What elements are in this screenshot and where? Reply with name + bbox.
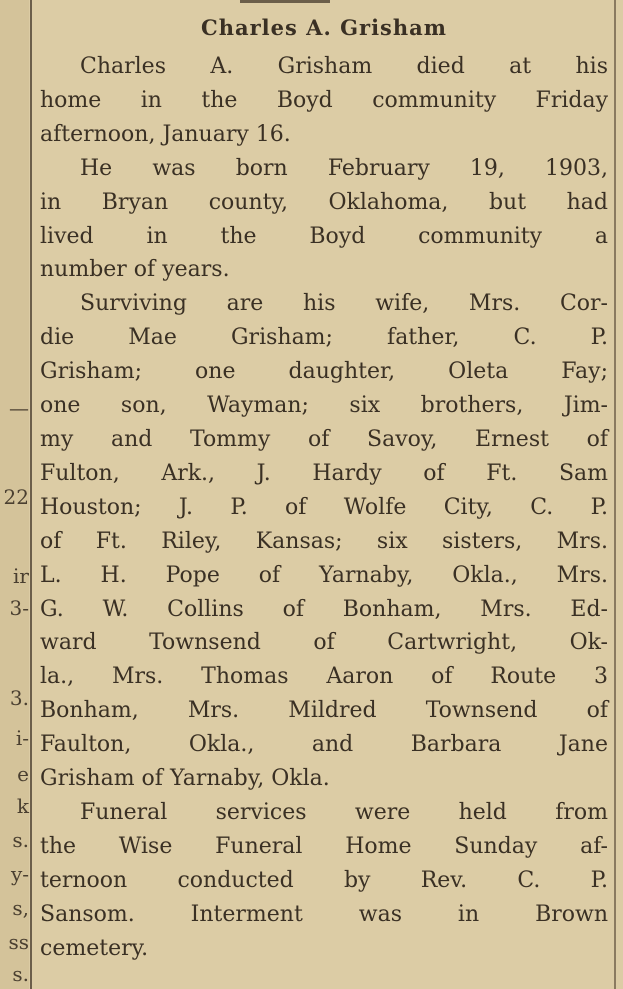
fragment-text: e bbox=[17, 762, 29, 786]
fragment-text: s, bbox=[12, 896, 29, 920]
obituary-article bbox=[40, 14, 608, 965]
headline: Charles A. Grisham bbox=[201, 15, 447, 40]
fragment-text: s. bbox=[12, 962, 29, 986]
text-line: the Wise Funeral Home Sunday af- bbox=[40, 833, 608, 859]
text-line: one son, Wayman; six brothers, Jim- bbox=[40, 393, 608, 419]
text-line: Houston; J. P. of Wolfe City, C. P. bbox=[40, 494, 608, 520]
text-line: number of years. bbox=[40, 257, 230, 283]
text-line: ward Townsend of Cartwright, Ok- bbox=[40, 630, 608, 656]
text-line: Fulton, Ark., J. Hardy of Ft. Sam bbox=[40, 460, 608, 486]
text-line: He was born February 19, 1903, bbox=[80, 155, 608, 181]
fragment-text: i- bbox=[15, 726, 29, 750]
text-line: L. H. Pope of Yarnaby, Okla., Mrs. bbox=[40, 562, 608, 588]
paragraph bbox=[40, 287, 608, 796]
text-line: la., Mrs. Thomas Aaron of Route 3 bbox=[40, 664, 608, 690]
adjacent-column-fragment bbox=[0, 0, 29, 989]
fragment-text: ss bbox=[8, 930, 29, 954]
column-divider bbox=[30, 0, 32, 989]
text-line: G. W. Collins of Bonham, Mrs. Ed- bbox=[40, 596, 608, 622]
column-divider bbox=[614, 0, 616, 989]
text-line: in Bryan county, Oklahoma, but had bbox=[40, 189, 608, 215]
fragment-text: 22 bbox=[3, 485, 29, 509]
text-line: Grisham of Yarnaby, Okla. bbox=[40, 766, 330, 792]
text-line: my and Tommy of Savoy, Ernest of bbox=[40, 426, 608, 452]
text-line: ternoon conducted by Rev. C. P. bbox=[40, 867, 608, 893]
paragraph bbox=[40, 152, 608, 288]
fragment-text: y- bbox=[10, 862, 29, 886]
text-line: cemetery. bbox=[40, 935, 149, 961]
text-line: Surviving are his wife, Mrs. Cor- bbox=[80, 291, 608, 317]
fragment-text: ir bbox=[13, 564, 29, 588]
text-line: Charles A. Grisham died at his bbox=[80, 54, 608, 79]
text-line: of Ft. Riley, Kansas; six sisters, Mrs. bbox=[40, 528, 608, 554]
text-line: afternoon, January 16. bbox=[40, 121, 291, 147]
fragment-text: — bbox=[9, 396, 29, 420]
fragment-text: 3- bbox=[9, 596, 29, 620]
text-line: Grisham; one daughter, Oleta Fay; bbox=[40, 359, 608, 385]
article-body bbox=[40, 50, 608, 965]
fragment-text: s. bbox=[12, 828, 29, 852]
fragment-text: 3. bbox=[9, 686, 29, 710]
text-line: Faulton, Okla., and Barbara Jane bbox=[40, 732, 608, 758]
paragraph bbox=[40, 50, 608, 152]
paragraph bbox=[40, 796, 608, 966]
headline-rule bbox=[240, 0, 330, 3]
text-line: lived in the Boyd community a bbox=[40, 223, 608, 249]
text-line: Sansom. Interment was in Brown bbox=[40, 901, 608, 927]
fragment-text: k bbox=[16, 794, 29, 818]
text-line: home in the Boyd community Friday bbox=[40, 87, 608, 113]
text-line: die Mae Grisham; father, C. P. bbox=[40, 325, 608, 351]
text-line: Bonham, Mrs. Mildred Townsend of bbox=[40, 698, 608, 724]
text-line: Funeral services were held from bbox=[80, 799, 608, 825]
